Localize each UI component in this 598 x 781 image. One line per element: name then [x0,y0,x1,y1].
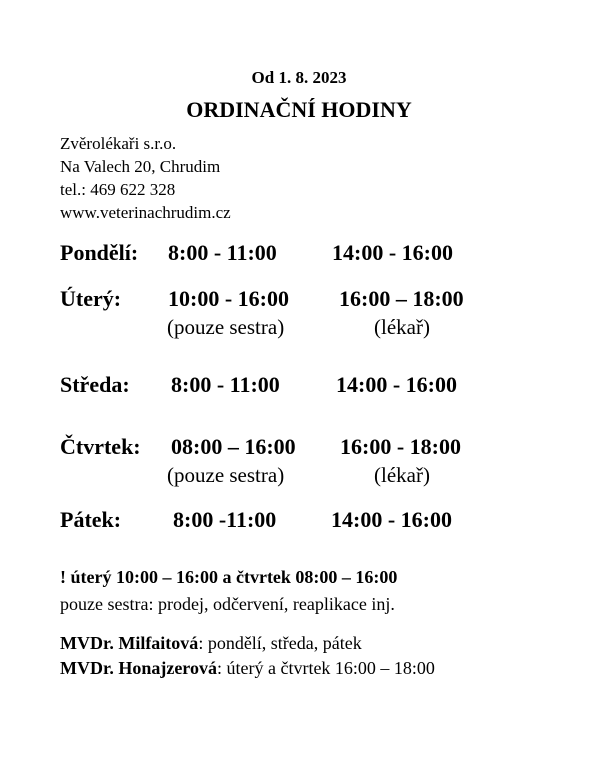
nurse-hours-warning: ! úterý 10:00 – 16:00 a čtvrtek 08:00 – 16:00 [60,567,398,587]
effective-date: Od 1. 8. 2023 [251,68,347,87]
hours-morning-friday: 8:00 -11:00 [173,507,277,532]
note-doctor-tuesday: (lékař) [374,315,430,339]
day-label-thursday: Čtvrtek: [60,434,141,459]
doctor-honajzerova-line [60,658,435,679]
hours-afternoon-thursday: 16:00 - 18:00 [340,434,461,459]
hours-afternoon-tuesday: 16:00 – 18:00 [339,286,464,311]
note-nurse-thursday: (pouze sestra) [167,463,285,487]
hours-morning-tuesday: 10:00 - 16:00 [168,286,289,311]
doctor-milfaitova-name: MVDr. Milfaitová [60,633,199,653]
clinic-phone: tel.: 469 622 328 [60,180,176,199]
day-label-tuesday: Úterý: [60,286,122,311]
hours-morning-thursday: 08:00 – 16:00 [171,434,296,459]
hours-morning-wednesday: 8:00 - 11:00 [171,372,280,397]
clinic-website: www.veterinachrudim.cz [60,203,231,222]
nurse-services-note: pouze sestra: prodej, odčervení, reaplikace inj. [60,594,395,614]
hours-afternoon-wednesday: 14:00 - 16:00 [336,372,457,397]
day-label-friday: Pátek: [60,507,122,532]
doctor-milfaitova-line [60,633,362,654]
note-nurse-tuesday: (pouze sestra) [167,315,285,339]
page-title: ORDINAČNÍ HODINY [186,97,412,122]
day-label-wednesday: Středa: [60,372,130,397]
clinic-street: Na Valech 20, Chrudim [60,157,221,176]
day-label-monday: Pondělí: [60,240,139,265]
note-doctor-thursday: (lékař) [374,463,430,487]
doctor-honajzerova-name: MVDr. Honajzerová [60,658,217,678]
hours-afternoon-monday: 14:00 - 16:00 [332,240,453,265]
clinic-name: Zvěrolékaři s.r.o. [60,134,177,153]
hours-morning-monday: 8:00 - 11:00 [168,240,277,265]
doctor-milfaitova-days: : pondělí, středa, pátek [198,633,362,653]
hours-afternoon-friday: 14:00 - 16:00 [331,507,452,532]
doctor-honajzerova-days: : úterý a čtvrtek 16:00 – 18:00 [216,658,435,678]
